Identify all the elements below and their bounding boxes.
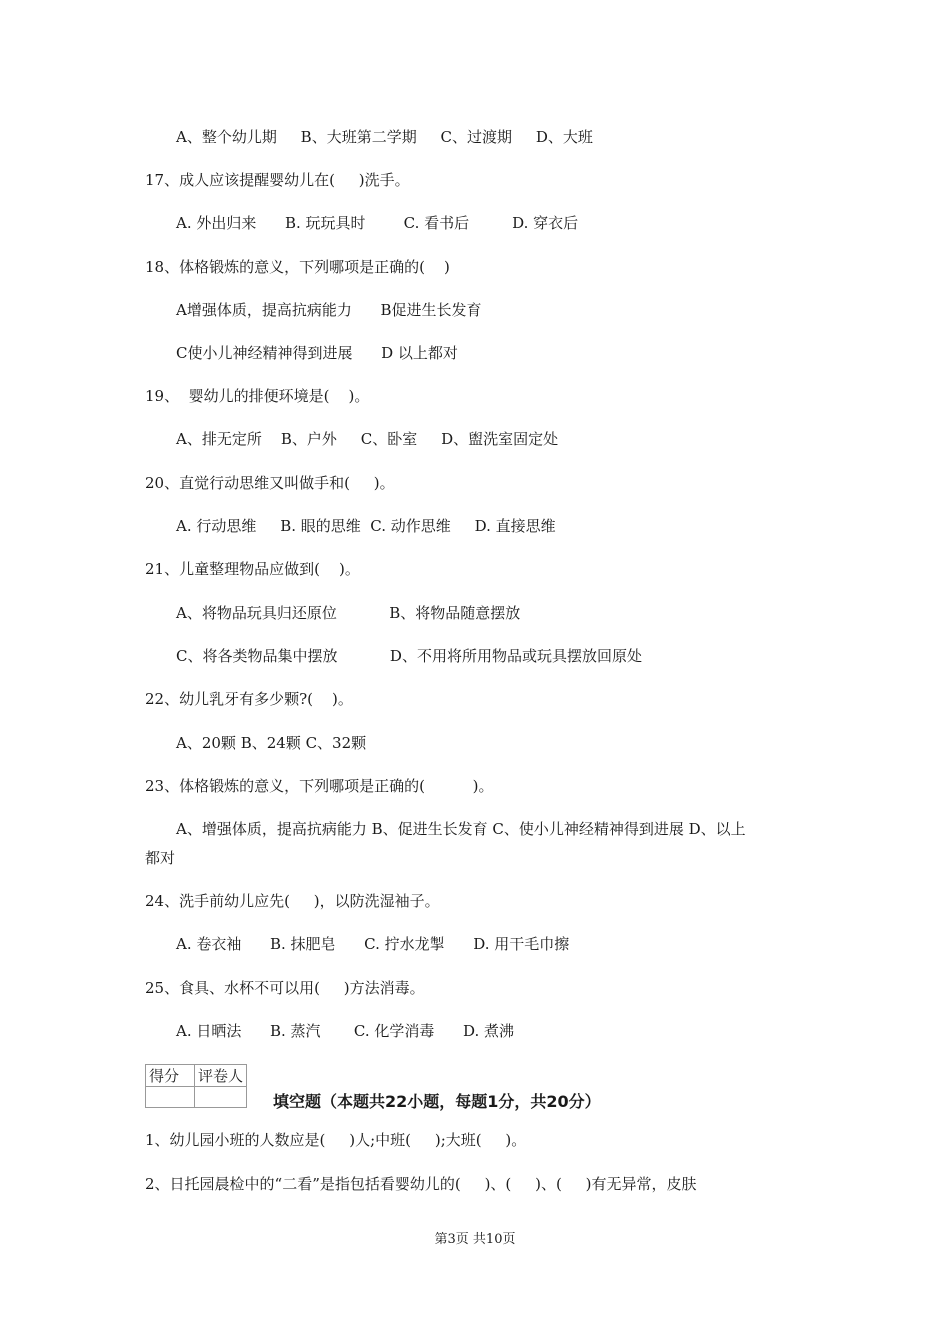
line-16: A、增强体质，提高抗病能力 B、促进生长发育 C、使小儿神经精神得到进展 D、以上 (176, 820, 746, 838)
grader-cell (195, 1087, 247, 1108)
fill-question-2: 2、日托园晨检中的“二看”是指包括看婴幼儿的( )、( )、( )有无异常，皮肤 (145, 1175, 697, 1193)
line-10: 21、儿童整理物品应做到( )。 (145, 560, 360, 578)
line-11: A、将物品玩具归还原位 B、将物品随意摆放 (176, 604, 521, 622)
score-label: 得分 (146, 1065, 195, 1087)
line-2: A. 外出归来 B. 玩玩具时 C. 看书后 D. 穿衣后 (176, 214, 579, 232)
line-19: A. 卷衣袖 B. 抹肥皂 C. 拧水龙掣 D. 用干毛巾擦 (176, 935, 570, 953)
line-8: 20、直觉行动思维又叫做手和( )。 (145, 474, 395, 492)
page-footer: 第3页 共10页 (434, 1232, 516, 1247)
line-12: C、将各类物品集中摆放 D、不用将所用物品或玩具摆放回原处 (176, 647, 642, 665)
section-title: 填空题（本题共22小题，每题1分，共20分） (273, 1092, 601, 1111)
line-21: A. 日晒法 B. 蒸汽 C. 化学消毒 D. 煮沸 (176, 1022, 515, 1040)
score-table (145, 1064, 247, 1108)
line-13: 22、幼儿乳牙有多少颗?( )。 (145, 690, 353, 708)
line-18: 24、洗手前幼儿应先( )，以防洗湿袖子。 (145, 892, 440, 910)
line-14: A、20颗 B、24颗 C、32颗 (176, 734, 367, 752)
grader-label: 评卷人 (195, 1065, 247, 1087)
fill-question-1: 1、幼儿园小班的人数应是( )人;中班( );大班( )。 (145, 1131, 527, 1149)
line-3: 18、体格锻炼的意义，下列哪项是正确的( ) (145, 258, 450, 276)
line-4: A增强体质，提高抗病能力 B促进生长发育 (176, 301, 482, 319)
score-cell (146, 1087, 195, 1108)
line-1: 17、成人应该提醒婴幼儿在( )洗手。 (145, 171, 410, 189)
line-7: A、排无定所 B、户外 C、卧室 D、盥洗室固定处 (176, 430, 559, 448)
line-9: A. 行动思维 B. 眼的思维 C. 动作思维 D. 直接思维 (176, 517, 556, 535)
line-15: 23、体格锻炼的意义，下列哪项是正确的( )。 (145, 777, 494, 795)
line-6: 19、 婴幼儿的排便环境是( )。 (145, 387, 370, 405)
line-20: 25、食具、水杯不可以用( )方法消毒。 (145, 979, 425, 997)
line-17: 都对 (145, 849, 176, 867)
line-0: A、整个幼儿期 B、大班第二学期 C、过渡期 D、大班 (176, 128, 593, 146)
line-5: C使小儿神经精神得到进展 D 以上都对 (176, 344, 458, 362)
